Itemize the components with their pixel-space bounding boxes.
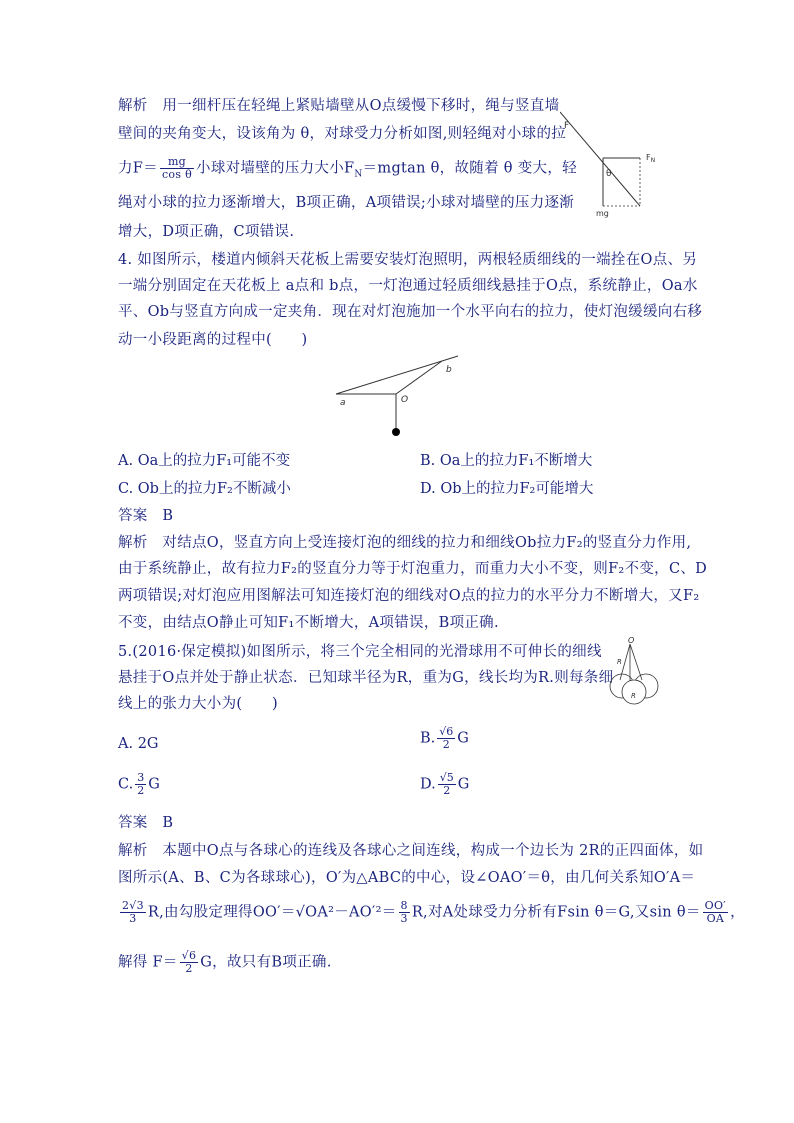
text: ， xyxy=(730,904,745,921)
q5-explain-line-3 xyxy=(118,900,745,925)
force-f-line xyxy=(560,112,640,206)
text: R,对A处球受力分析有Fsin θ＝G,又sin θ＝ xyxy=(411,904,701,921)
text: R,由勾股定理得OO′＝√OA²－AO′²＝ xyxy=(147,904,397,921)
fraction-numerator: OO′ xyxy=(704,899,727,912)
fraction xyxy=(180,950,199,975)
label-o: O xyxy=(628,636,635,645)
q4-option-d: D. Ob上的拉力F₂可能增大 xyxy=(420,481,594,497)
lamp-ceiling-diagram xyxy=(330,355,470,440)
fraction-numerator: 2√3 xyxy=(122,899,144,912)
q4-option-b: B. Oa上的拉力F₁不断增大 xyxy=(420,453,593,469)
text: G，故只有B项正确. xyxy=(200,954,332,971)
q4-answer: 答案 B xyxy=(118,508,174,524)
q4-explain-line-4: 不变，由结点O静止可知F₁不断增大，A项错误，B项正确. xyxy=(118,615,499,631)
q4-line-1: 4. 如图所示，楼道内倾斜天花板上需要安装灯泡照明，两根轻质细线的一端拴在O点、另 xyxy=(118,252,698,268)
q4-line-4: 动一小段距离的过程中( ) xyxy=(118,332,308,348)
text: G xyxy=(457,730,469,747)
text: 小球对墙壁的压力大小F xyxy=(196,160,355,177)
fraction xyxy=(437,726,455,751)
fraction-numerator: 3 xyxy=(137,771,145,784)
text: G xyxy=(457,776,470,793)
fraction-denominator: 2 xyxy=(443,784,451,797)
q5-answer: 答案 B xyxy=(118,815,174,831)
text: G xyxy=(148,776,160,793)
q4-option-a: A. Oa上的拉力F₁可能不变 xyxy=(118,453,291,469)
q4-explain-line-2: 由于系统静止，故有拉力F₂的竖直分力等于灯泡重力，而重力大小不变，则F₂不变，C、D xyxy=(118,561,708,577)
ceiling-line xyxy=(336,356,458,394)
label-a: a xyxy=(340,398,346,408)
force-diagram-ball-wall xyxy=(560,110,670,220)
fraction-numerator: 8 xyxy=(400,899,408,912)
option-label: D. xyxy=(420,776,436,793)
fraction xyxy=(135,772,146,797)
fraction-numerator: mg xyxy=(160,156,194,169)
option-label: B. xyxy=(420,730,436,747)
q5-option-b xyxy=(420,726,469,751)
q3-explain-line-3 xyxy=(118,156,577,184)
q5-option-a: A. 2G xyxy=(118,736,159,752)
q4-line-3: 平、Ob与竖直方向成一定夹角．现在对灯泡施加一个水平向右的拉力，使灯泡缓缓向右移 xyxy=(118,304,703,320)
label-o: O xyxy=(401,395,409,405)
label-fn-main: F xyxy=(646,153,651,162)
fraction-numerator: √6 xyxy=(439,725,454,738)
fraction xyxy=(399,900,410,925)
q3-explain-line-1: 解析 用一细杆压在轻绳上紧贴墙壁从O点缓慢下移时，绳与竖直墙 xyxy=(118,98,560,114)
fraction-numerator: √6 xyxy=(181,949,197,962)
lamp-bulb xyxy=(392,428,400,436)
label-theta: θ xyxy=(606,169,612,179)
fraction-numerator: √5 xyxy=(439,771,454,784)
fraction xyxy=(120,900,146,925)
q5-line-2: 悬挂于O点并处于静止状态．已知球半径为R，重为G，线长均为R.则每条细 xyxy=(118,670,614,686)
fraction-denominator: OA xyxy=(706,912,725,925)
q5-explain-line-2: 图所示(A、B、C为各球球心)，O′为△ABC的中心，设∠OAO′＝θ，由几何关系知O′A＝ xyxy=(118,870,696,886)
text: 力F＝ xyxy=(118,160,158,177)
q5-explain-line-4 xyxy=(118,950,332,975)
q5-option-d xyxy=(420,772,469,797)
label-mg: mg xyxy=(596,209,609,218)
fraction-denominator: cos θ xyxy=(161,168,193,181)
subscript: N xyxy=(354,169,363,180)
text: ＝mgtan θ，故随着 θ 变大，轻 xyxy=(362,160,577,177)
q5-option-c xyxy=(118,772,160,797)
q5-line-1: 5.(2016·保定模拟)如图所示，将三个完全相同的光滑球用不可伸长的细线 xyxy=(118,644,602,660)
fraction-denominator: 3 xyxy=(129,912,137,925)
string-ob xyxy=(396,361,442,394)
q4-option-c: C. Ob上的拉力F₂不断减小 xyxy=(118,481,291,497)
q5-line-3: 线上的张力大小为( ) xyxy=(118,696,278,712)
q4-explain-line-3: 两项错误;对灯泡应用图解法可知连接灯泡的细线对O点的拉力的水平分力不断增大，又F₂ xyxy=(118,588,700,604)
three-balls-diagram xyxy=(608,636,668,706)
fraction xyxy=(703,900,728,925)
q4-line-2: 一端分别固定在天花板上 a点和 b点，一灯泡通过轻质细线悬挂于O点，系统静止，Oa水 xyxy=(118,278,698,294)
fraction-denominator: 3 xyxy=(400,912,408,925)
option-label: C. xyxy=(118,776,134,793)
fraction xyxy=(438,772,456,797)
text: 解得 F＝ xyxy=(118,954,178,971)
q3-explain-line-2: 壁间的夹角变大，设该角为 θ，对球受力分析如图,则轻绳对小球的拉 xyxy=(118,126,567,142)
q3-explain-line-5: 增大，D项正确，C项错误. xyxy=(118,224,295,240)
label-b: b xyxy=(446,365,452,375)
label-fn xyxy=(646,153,655,164)
string-3 xyxy=(630,644,642,680)
fraction-denominator: 2 xyxy=(185,962,193,975)
fraction xyxy=(160,156,194,181)
q5-explain-line-1: 解析 本题中O点与各球心的连线及各球心之间连线，构成一个边长为 2R的正四面体，如 xyxy=(118,843,704,859)
label-fn-sub: N xyxy=(650,157,656,164)
label-f: F xyxy=(564,121,570,131)
fraction-denominator: 2 xyxy=(137,784,145,797)
q3-explain-line-4: 绳对小球的拉力逐渐增大，B项正确，A项错误;小球对墙壁的压力逐渐 xyxy=(118,195,575,211)
label-r: R xyxy=(631,692,636,700)
fraction-denominator: 2 xyxy=(442,738,450,751)
q4-explain-line-1: 解析 对结点O，竖直方向上受连接灯泡的细线的拉力和细线Ob拉力F₂的竖直分力作用, xyxy=(118,535,692,551)
label-r: R xyxy=(617,658,622,666)
